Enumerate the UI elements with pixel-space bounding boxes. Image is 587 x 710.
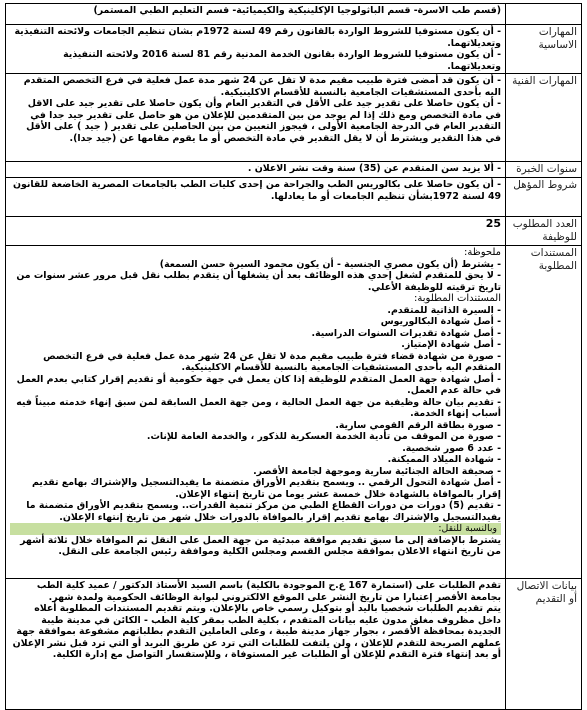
document-line: - صورة من الموقف من تأدية الخدمة العسكرية للذكور ، والخدمة العامة للإناث.: [146, 431, 501, 442]
header-content-cell: [6, 4, 506, 25]
qualification-row: [6, 178, 582, 217]
header-label-cell: [506, 4, 582, 25]
basic-skill-line: - أن يكون مستوفيا للشروط الواردة بقانون الخدمة المدنية رقم 81 لسنة 2016 ولائحته التنفيذية وتعديلاتهما.: [63, 49, 501, 72]
application-row: [6, 579, 582, 710]
technical-skill-line: - أن يكون حاصلا على تقدير جيد على الأقل في التقدير العام وأن يكون حاصلا على تقدير جيد على الاقل في مادة التخصص ومع ذلك إذا لم يوجد من بين المتقدمين للإعلان من هو حاصل على تقدير جيد جدا في التقدير العام في الدرجة الجامعية الأولى ، فيجوز التعيين من بين الحاصلين على تقدير ( جيد ) على الأقل في هذا التقدير ويشترط أن لا يقل التقدير في مادة التخصص أو ما يقوم مقامها عن (جيد جدا).: [26, 98, 501, 144]
technical-skills-row: [6, 74, 582, 162]
note-line: - يشترط (أن يكون مصري الجنسية - أن يكون محمود السيرة حسن السمعة): [159, 258, 501, 270]
documents-content: [6, 246, 506, 579]
documents-row: [6, 246, 582, 579]
experience-label: سنوات الخبرة: [506, 162, 582, 178]
header-row: [6, 4, 582, 25]
documents-label: المستندات المطلوبة: [506, 246, 582, 579]
document-line: - صورة من شهادة قضاء فترة طبيب مقيم مدة لا تقل عن 24 شهر مدة عمل فعلية في فرع التخصص المتقدم اليه بأحدى المستشفيات الجامعية بالنسبة للأقسام الاكلينيكية.: [43, 350, 501, 373]
basic-skill-line: - أن يكون مستوفيا للشروط الواردة بالقانون رقم 49 لسنة 1972م بشان تنظيم الجامعات ولائحته التنفيذية وتعديلاتهما.: [14, 26, 501, 49]
document-line: - أصل شهادة البكالوريوس: [380, 316, 501, 327]
experience-content: [6, 162, 506, 178]
documents-title: المستندات المطلوبة:: [414, 293, 501, 304]
departments-line: (قسم طب الاسرة- قسم الباثولوجيا الإكلينيكية والكيميائية- قسم التعليم الطبي المستمر): [93, 5, 501, 16]
application-line: يتم تقديم الطلبات شخصيا باليد أو بتوكيل رسمي خاص بالإعلان. ويتم تقديم المستندات المطلوبة أعلاه داخل مظروف مغلق مدون عليه بيانات المتقدم ، بكلية الطب بمقر كلية الطب - الكائن في مدينة طيبة الجديدة بمحافظة الأقصر ، بجوار جهاز مدينة طيبة ، وعلى العاملين التقدم بطلباتهم مشفوعة بموافقة جهة عملهم الصريحة للتقدم للإعلان ، ولن يلتفت للطلبات التي ترد عن طريق البريد أو التي ترد قبل نشر الإعلان أو بعد إنتهاء فترة التقدم للإعلان أو الطلبات غير المستوفاة ، وللإستفسار التواصل مع إدارة الكلية.: [12, 603, 501, 660]
job-requirements-table: [5, 3, 582, 710]
document-line: - أصل شهادة الإمتياز.: [401, 339, 501, 350]
document-line: - تقديم (5) دورات من دورات القطاع الطبي من مركز تنمية القدرات.. ويسمح بتقديم الأوراق متضمنة ما يفيدالتسجيل والإشتراك بهامع تقديم إقرار بالموافاة بالدورات خلال شهر من تاريخ إنتهاء الإعلان.: [26, 500, 501, 523]
document-line: - تقديم بيان حالة وظيفية من جهة العمل الحالية ، ومن جهة العمل السابقة لمن سبق إنهاء خدمته مبيناً فيه أسباب إنهاء الخدمة.: [16, 396, 501, 419]
document-line: - صحيفة الحالة الجنائية سارية وموجهة لجامعة الأقصر.: [253, 465, 501, 477]
transfer-title: وبالنسبة للنقل:: [10, 523, 501, 535]
count-label: العدد المطلوب للوظيفة: [506, 217, 582, 246]
note-line: - لا يحق للمتقدم لشغل إحدي هذه الوظائف بعد أن يشغلها أن يتقدم بطلب نقل قبل مرور عشر سنوات من تاريخ ترقيته للوظيفة الأعلي.: [16, 270, 501, 293]
basic-skills-content: [6, 25, 506, 74]
document-line: - أصل شهادة تقديرات السنوات الدراسية.: [311, 327, 501, 339]
note-title: ملحوظة:: [464, 247, 501, 258]
transfer-line: يشترط بالإضافة إلى ما سبق تقديم موافقة مبدئية من جهة العمل على النقل ثم الموافاة خلال ثلاثة أشهر من تاريخ انتهاء الاعلان بموافقة مجلس القسم ومجلس الكلية وموافقة رئيس الجامعة على النقل.: [20, 534, 501, 557]
document-line: - عدد 6 صور شخصية.: [402, 442, 501, 454]
application-line: تقدم الطلبات على (استمارة 167 ع.ح الموجودة بالكلية) باسم السيد الأستاذ الدكتور / عميد كلية الطب بجامعة الأقصر إعتبارا من تاريخ النشر على الموقع الالكتروني لبوابة الوظائف الحكومية ولمدة شهر.: [36, 580, 501, 603]
experience-line: - ألا يزيد سن المتقدم عن (35) سنة وقت نشر الاعلان .: [247, 163, 501, 174]
document-line: - صورة بطاقة الرقم القومي سارية.: [335, 419, 501, 431]
basic-skills-row: [6, 25, 582, 74]
document-line: - أصل شهادة جهة العمل المتقدم للوظيفة إذا كان يعمل في جهة حكومية أو تقديم إقرار كتابي بعدم العمل في حالة عدم العمل.: [16, 373, 501, 396]
experience-row: [6, 162, 582, 178]
technical-skills-content: [6, 74, 506, 162]
count-row: [6, 217, 582, 246]
qualification-label: شروط المؤهل: [506, 178, 582, 217]
basic-skills-label: المهارات الاساسية: [506, 25, 582, 74]
document-line: - شهادة الميلاد المميكنة.: [387, 454, 501, 465]
document-line: - السيرة الذاتية للمتقدم.: [387, 304, 501, 316]
qualification-content: [6, 178, 506, 217]
qualification-line: - أن يكون حاصلا على بكالوريس الطب والجراحة من إحدى كليات الطب بالجامعات المصرية الخاضعة للقانون 49 لسنة 1972بشأن تنظيم الجامعات أو ما يعادلها.: [12, 179, 501, 202]
technical-skills-label: المهارات الفنية: [506, 74, 582, 162]
application-content: [6, 579, 506, 710]
document-line: - أصل شهادة التحول الرقمي .. ويسمح بتقديم الأوراق متضمنة ما يفيدالتسجيل والإشتراك بهامع تقديم إقرار بالموافاة بالشهادة خلال خمسة عشر يوما من تاريخ إنتهاء الإعلان.: [31, 477, 501, 500]
required-count: 25: [485, 217, 501, 230]
technical-skill-line: - أن يكون قد أمضى فترة طبيب مقيم مدة لا تقل عن 24 شهر مدة عمل فعلية في فرع التخصص المتقدم اليه بأحدى المستشفيات الجامعية بالنسبة للأقسام الاكلينيكية.: [23, 75, 501, 98]
application-label: بيانات الاتصال أو التقديم: [506, 579, 582, 710]
count-content: [6, 217, 506, 246]
